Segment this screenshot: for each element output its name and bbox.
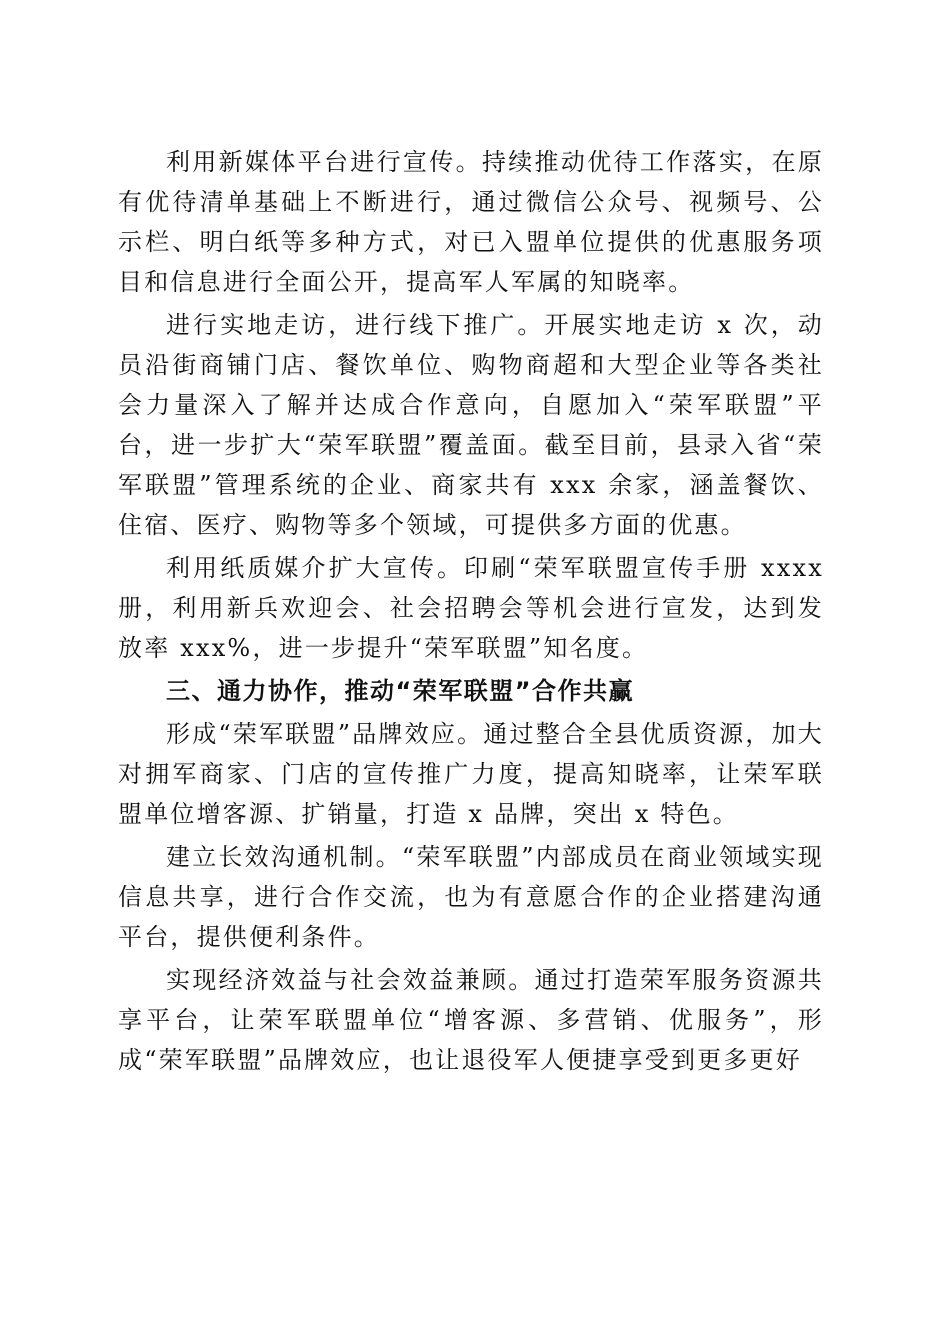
document-body [118, 142, 824, 1080]
section-heading: 三、通力协作，推动“荣军联盟”合作共赢 [166, 677, 635, 705]
paragraph-economic-social-benefits: 实现经济效益与社会效益兼顾。通过打造荣军服务资源共享平台，让荣军联盟单位“增客源、多营销、优服务”，形成“荣军联盟”品牌效应，也让退役军人便捷享受到更多更好 [118, 966, 824, 1074]
paragraph-new-media: 利用新媒体平台进行宣传。持续推动优待工作落实，在原有优待清单基础上不断进行，通过微信公众号、视频号、公示栏、明白纸等多种方式，对已入盟单位提供的优惠服务项目和信息进行全面公开，提高军人军属的知晓率。 [118, 148, 824, 296]
paragraph-brand-effect: 形成“荣军联盟”品牌效应。通过整合全县优质资源，加大对拥军商家、门店的宣传推广力度，提高知晓率，让荣军联盟单位增客源、扩销量，打造 x 品牌，突出 x 特色。 [118, 720, 824, 828]
paragraph-print-media: 利用纸质媒介扩大宣传。印刷“荣军联盟宣传手册 xxxx 册，利用新兵欢迎会、社会招聘会等机会进行宣发，达到发放率 xxx%，进一步提升“荣军联盟”知名度。 [118, 554, 824, 662]
paragraph-communication-mechanism: 建立长效沟通机制。“荣军联盟”内部成员在商业领域实现信息共享，进行合作交流，也为有意愿合作的企业搭建沟通平台，提供便利条件。 [118, 843, 824, 951]
paragraph-field-visits: 进行实地走访，进行线下推广。开展实地走访 x 次，动员沿街商铺门店、餐饮单位、购物商超和大型企业等各类社会力量深入了解并达成合作意向，自愿加入“荣军联盟”平台，进一步扩大“荣军联盟”覆盖面。截至目前，县录入省“荣军联盟”管理系统的企业、商家共有 xxx 余家，涵盖餐饮、住宿、医疗、购物等多个领域，可提供多方面的优惠。 [118, 311, 824, 539]
